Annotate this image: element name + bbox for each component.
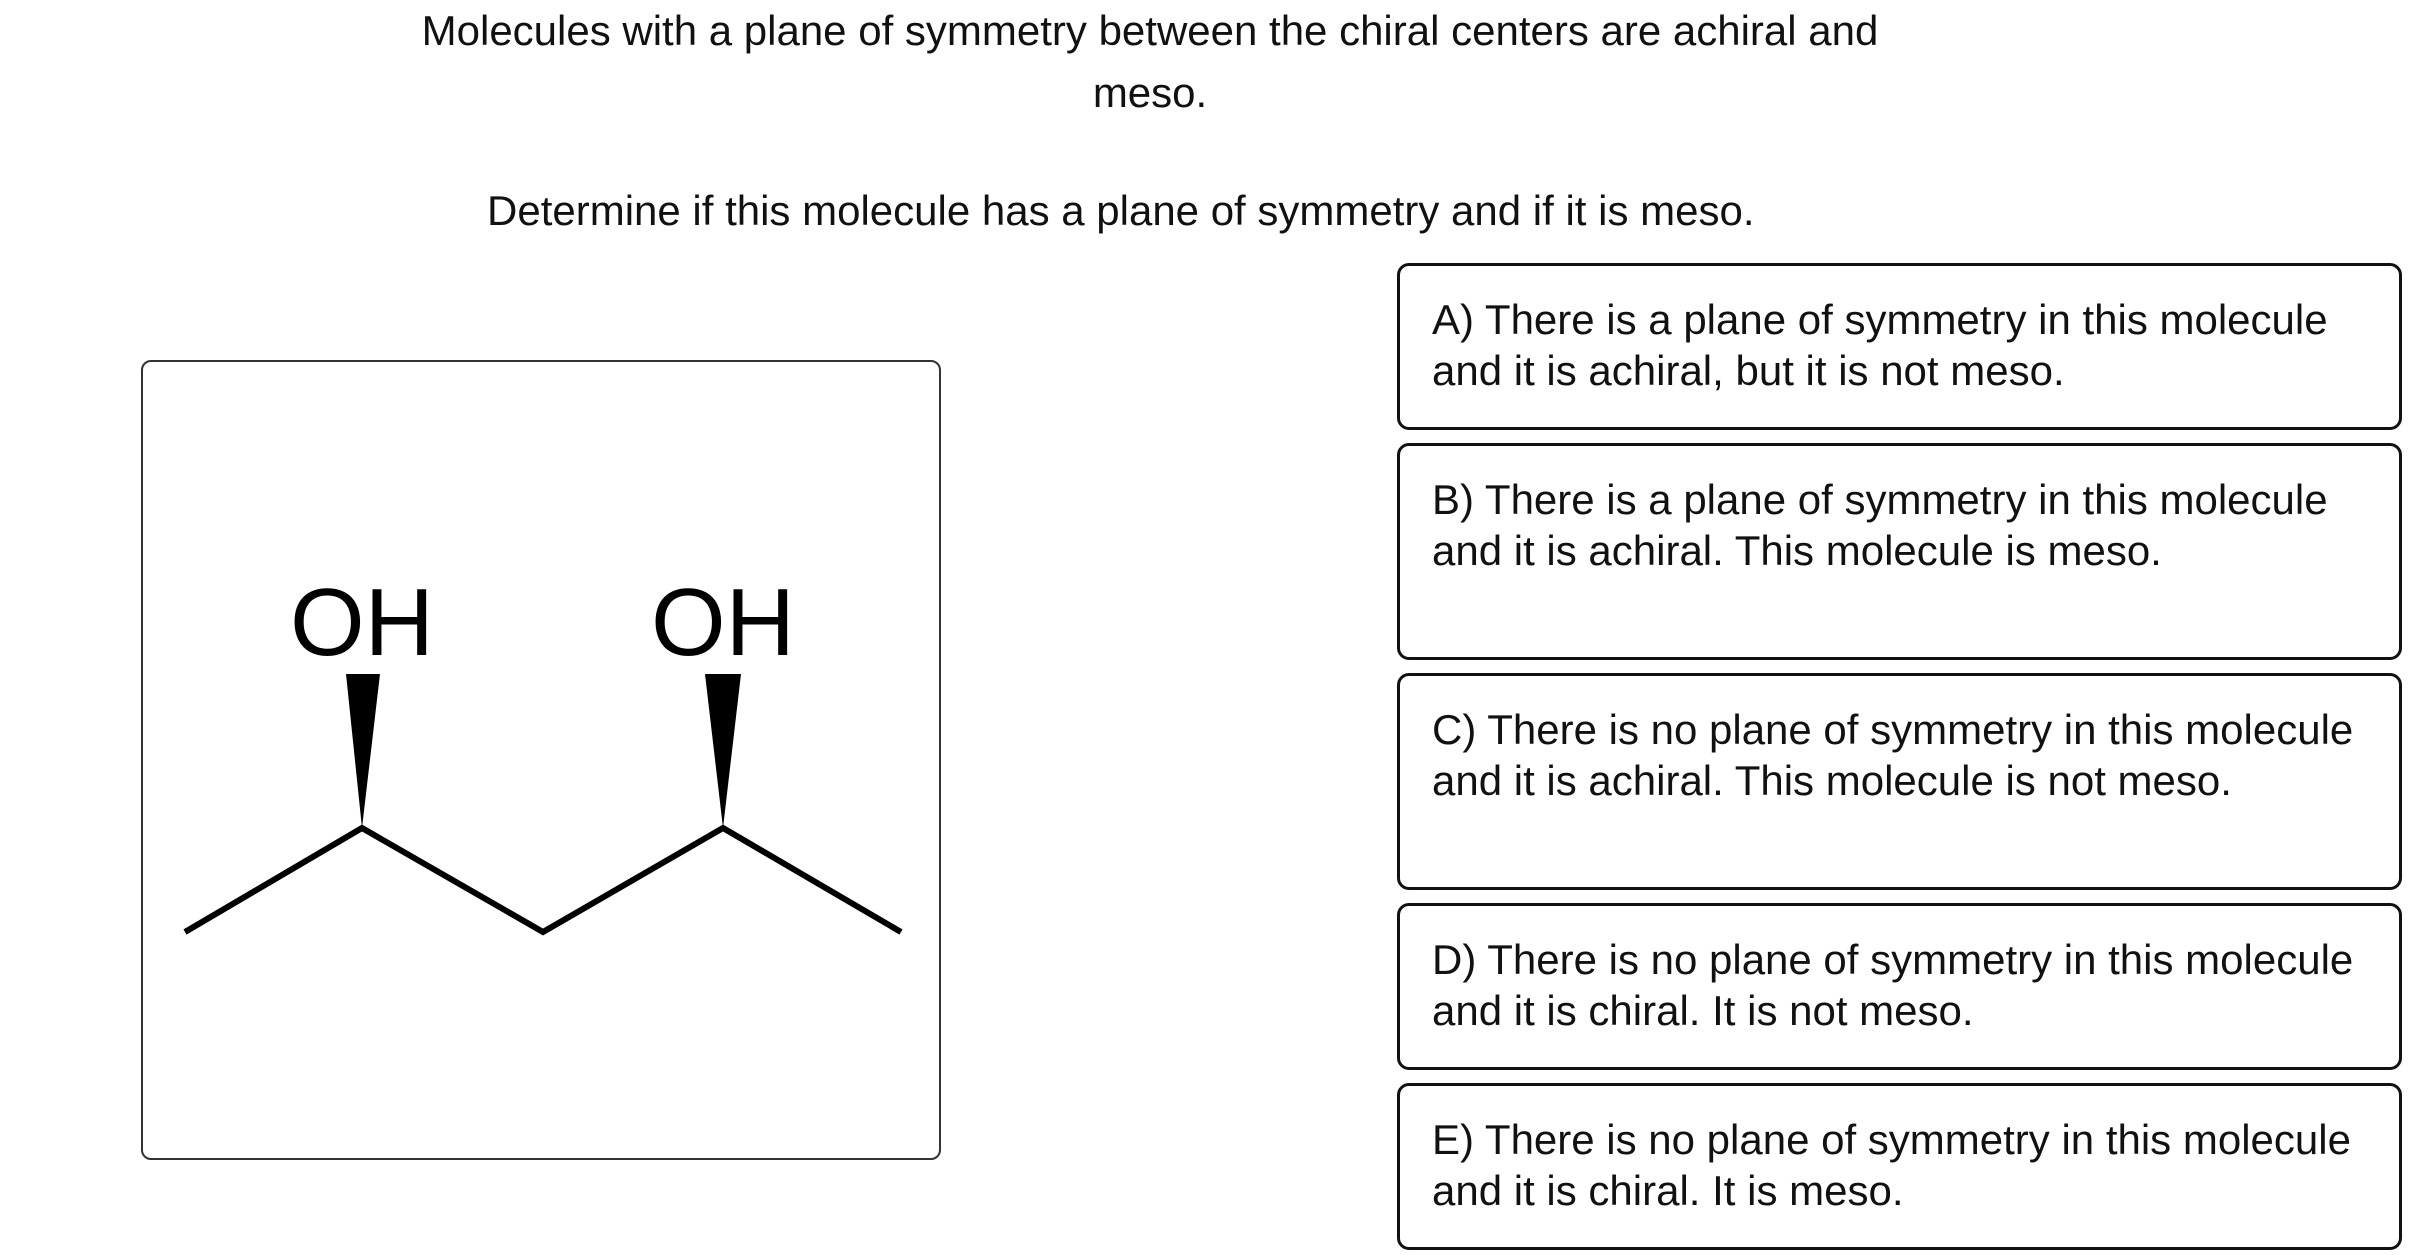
choice-b-text: B) There is a plane of symmetry in this molecule and it is achiral. This molecule is meso. [1432,476,2328,574]
choice-e-button[interactable] [1397,1083,2402,1250]
carbon-skeleton [185,828,901,932]
choice-a-text: A) There is a plane of symmetry in this molecule and it is achiral, but it is not meso. [1432,296,2328,394]
intro-text [350,0,1950,124]
molecule-structure [143,362,943,1162]
choice-d-button[interactable] [1397,903,2402,1070]
choice-c-button[interactable] [1397,673,2402,890]
molecule-diagram-panel [141,360,941,1160]
wedge-bond-right [705,674,741,828]
choice-d-text: D) There is no plane of symmetry in this molecule and it is chiral. It is not meso. [1432,936,2354,1034]
wedge-bond-left [346,674,380,828]
choice-c-text: C) There is no plane of symmetry in this molecule and it is achiral. This molecule is not meso. [1432,706,2354,804]
choice-b-button[interactable] [1397,443,2402,660]
hydroxyl-label-left: OH [290,569,434,676]
choice-e-text: E) There is no plane of symmetry in this molecule and it is chiral. It is meso. [1432,1116,2351,1214]
question-prompt: Determine if this molecule has a plane of symmetry and if it is meso. [487,187,1755,234]
hydroxyl-label-right: OH [651,569,795,676]
intro-line-2: meso. [1092,69,1208,116]
choice-a-button[interactable] [1397,263,2402,430]
intro-line-1: Molecules with a plane of symmetry between the chiral centers are achiral and [421,7,1879,54]
